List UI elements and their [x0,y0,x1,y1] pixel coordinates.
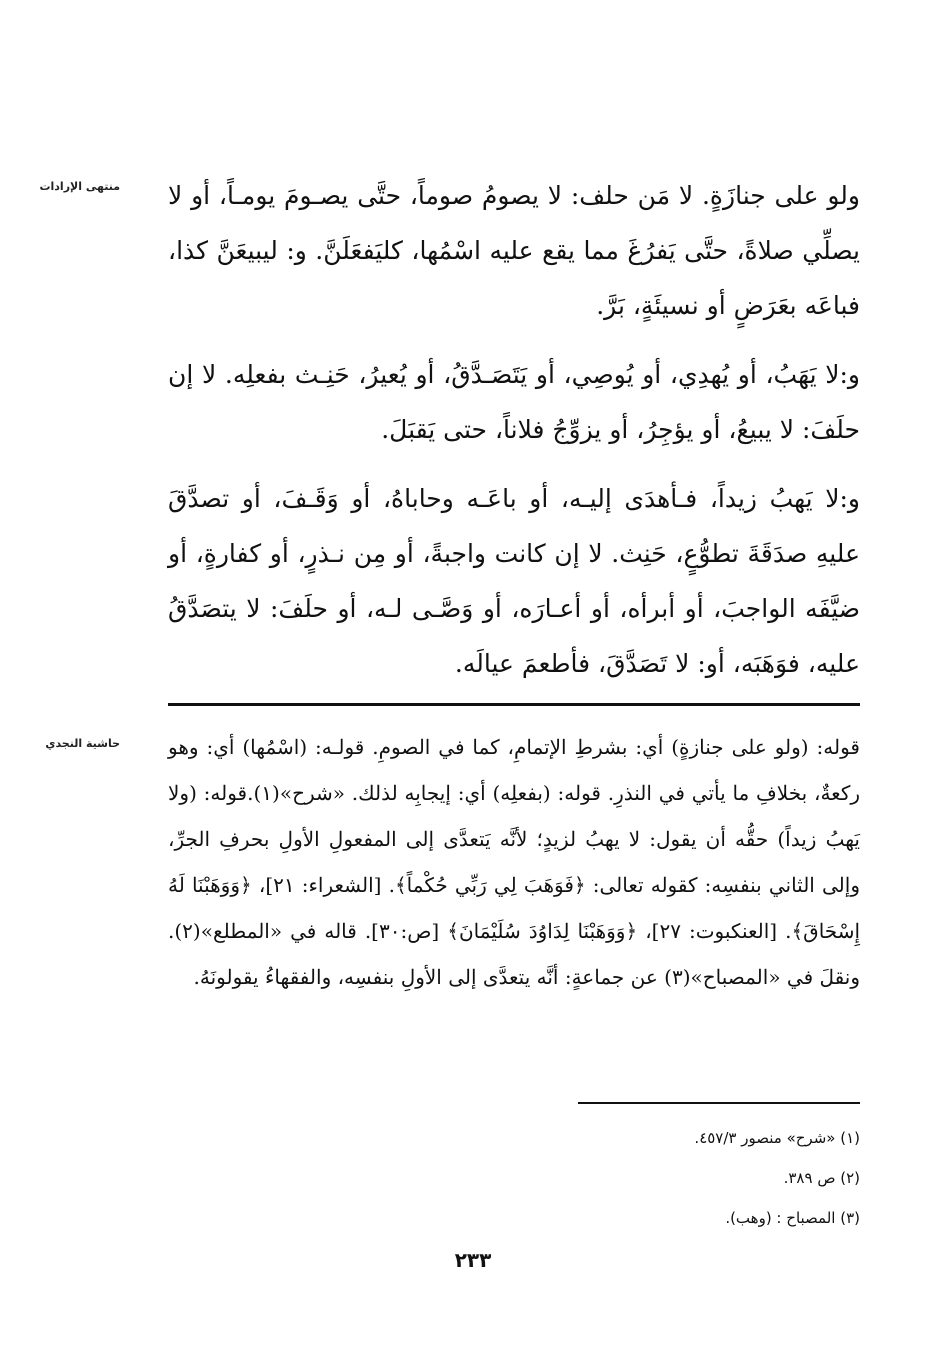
side-label-main-text: منتهى الإرادات [39,180,120,193]
page-number: ٢٣٣ [454,1248,492,1272]
footnotes-divider [578,1102,860,1104]
main-text [168,168,860,705]
footnotes [500,1118,860,1238]
footnote: (٣) المصباح : (وهب). [725,1209,860,1227]
commentary-paragraph: قوله: (ولو على جنازةٍ) أي: بشرطِ الإتمامِ، كما في الصومِ. قولـه: (اسْمُها) أي: وهو ركعةٌ، بخلافِ ما يأتي في النذرِ. قوله: (بفعلِه) أي: إيجابِه لذلك. «شرح»(١).قوله: (ولا يَهبُ زيداً) حقُّه أن يقول: لا يهبُ لزيدٍ؛ لأنَّه يَتعدَّى إلى المفعولِ الأولِ بحرفِ الجرِّ، وإلى الثاني بنفسِه: كقوله تعالى: ﴿فَوَهَبَ لِي رَبِّي حُكْماً﴾. [الشعراء: ٢١]، ﴿وَوَهَبْنَا لَهُ إِسْحَاقَ﴾. [العنكبوت: ٢٧]، ﴿وَوَهَبْنَا لِدَاوُدَ سُلَيْمَانَ﴾ [ص:٣٠]. قاله في «المطلع»(٢). ونقلَ في «المصباح»(٣) عن جماعةٍ: أنَّه يتعدَّى إلى الأولِ بنفسِه، والفقهاءُ يقولونَهُ. [168,735,861,989]
footnote: (١) «شرح» منصور ٤٥٧/٣. [694,1129,860,1147]
section-divider [168,703,860,706]
commentary-text [168,724,860,1000]
side-label-commentary: حاشية النجدي [45,737,120,750]
main-paragraph: و:لا يَهبُ زيداً، فـأهدَى إليـه، أو باعَـه وحاباهُ، أو وَقَـفَ، أو تصدَّقَ عليهِ صدَقَةَ تطوُّعٍ، حَنِث. لا إن كانت واجبةً، أو مِن نـذرٍ، أو كفارةٍ، أو ضيَّفَه الواجبَ، أو أبرأه، أو أعـارَه، أو وَصَّـى لـه، أو حلَفَ: لا يتصَدَّقُ عليه، فوَهَبَه، أو: لا تَصَدَّقَ، فأطعمَ عيالَه. [168,484,860,678]
main-paragraph: و:لا يَهَبُ، أو يُهدِي، أو يُوصِي، أو يَتَصَـدَّقُ، أو يُعيرُ، حَنِـث بفعلِه. لا إن حلَفَ: لا يبيعُ، أو يؤجِرُ، أو يزوِّجُ فلاناً، حتى يَقبَلَ. [168,360,860,444]
main-paragraph: ولو على جنازَةٍ. لا مَن حلف: لا يصومُ صوماً، حتَّى يصـومَ يومـاً، أو لا يصلِّي صلاةً، حتَّى يَفرُغَ مما يقع عليه اسْمُها، كليَفعَلَنَّ. و: ليبيعَنَّ كذا، فباعَه بعَرَضٍ أو نسيئَةٍ، بَرَّ. [168,181,860,320]
footnote: (٢) ص ٣٨٩. [783,1169,860,1187]
